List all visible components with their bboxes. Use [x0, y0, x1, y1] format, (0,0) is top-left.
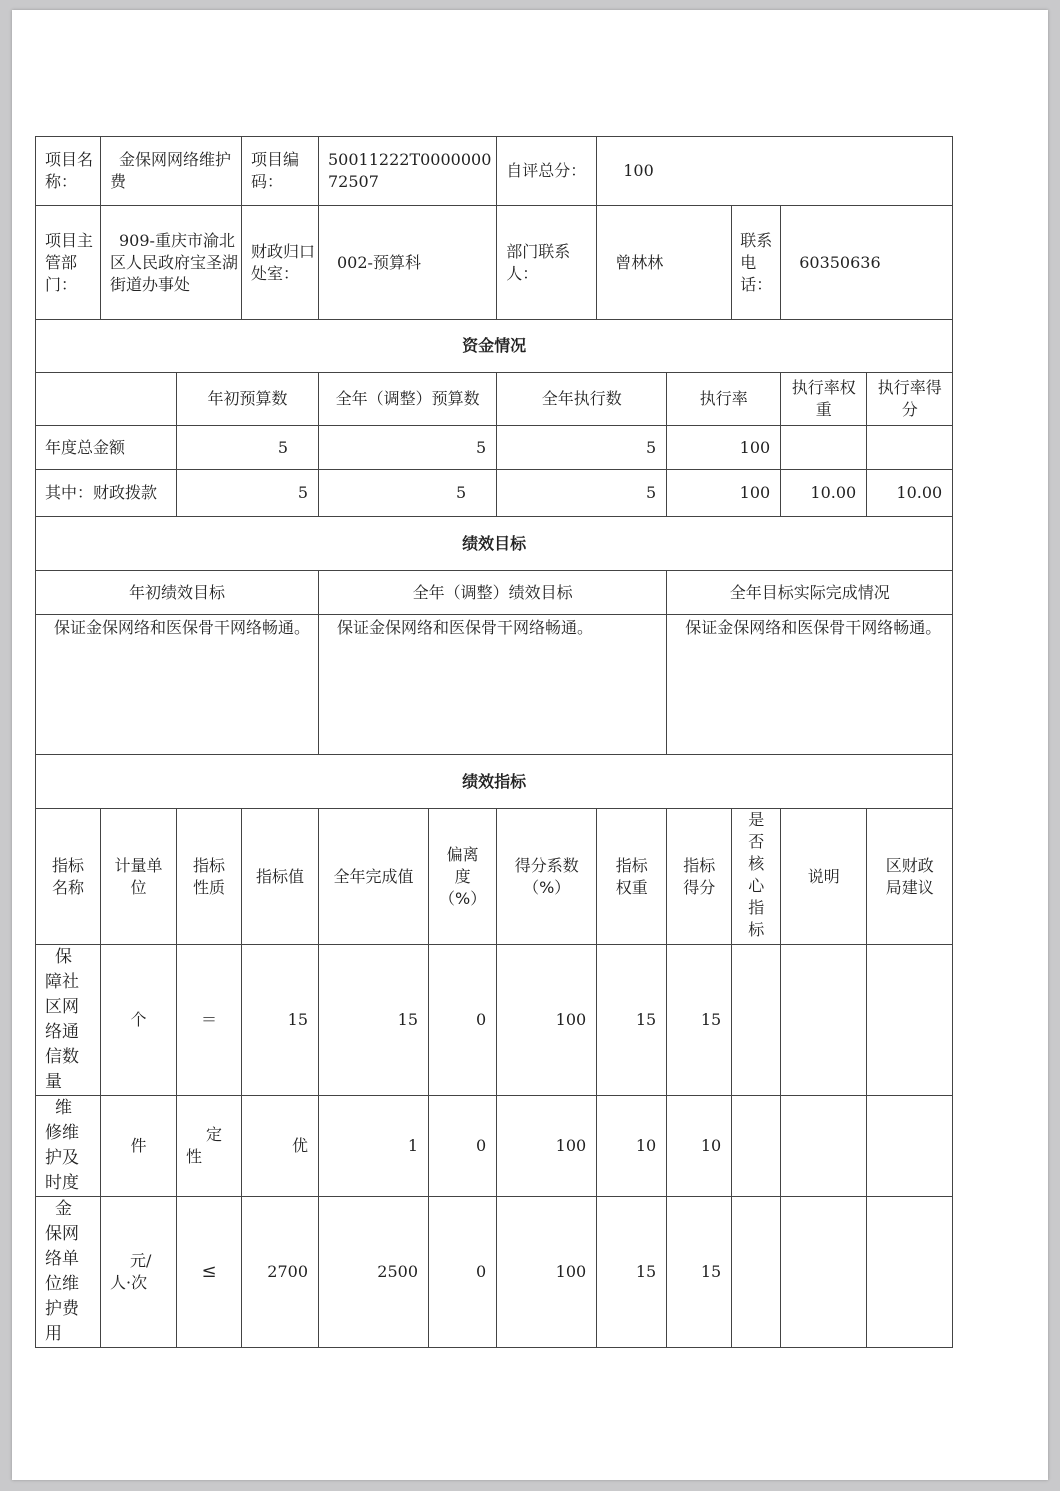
self-score-value: 100 — [597, 137, 953, 206]
funds-row-rate: 100 — [667, 470, 781, 517]
ind-row-core — [732, 1197, 781, 1348]
funds-header-blank — [36, 373, 177, 426]
funds-row-budget: 5 — [177, 470, 319, 517]
funds-row-label: 其中：财政拨款 — [36, 470, 177, 517]
project-name-value: 金保网网络维护费 — [101, 137, 242, 206]
goals-section-title: 绩效目标 — [36, 517, 953, 571]
finance-office-value: 002-预算科 — [319, 206, 497, 320]
ind-row-score: 15 — [667, 1197, 732, 1348]
performance-evaluation-form — [35, 136, 953, 1348]
ind-row-core — [732, 945, 781, 1096]
project-name-label: 项目名称： — [36, 137, 101, 206]
funds-row-score: 10.00 — [867, 470, 953, 517]
finance-office-label: 财政归口处室： — [242, 206, 319, 320]
ind-row-deviation: 0 — [429, 1197, 497, 1348]
ind-row-completed: 1 — [319, 1096, 429, 1197]
ind-header-advice: 区财政局建议 — [867, 809, 953, 945]
document-page — [12, 10, 1048, 1480]
ind-row-completed: 15 — [319, 945, 429, 1096]
goals-adjusted-text: 保证金保网络和医保骨干网络畅通。 — [319, 615, 667, 755]
ind-row-coef: 100 — [497, 1197, 597, 1348]
phone-label: 联系电话： — [732, 206, 781, 320]
ind-row-unit: 元/人·次 — [101, 1197, 177, 1348]
ind-header-unit: 计量单位 — [101, 809, 177, 945]
ind-header-note: 说明 — [781, 809, 867, 945]
ind-row-completed: 2500 — [319, 1197, 429, 1348]
ind-row-unit: 件 — [101, 1096, 177, 1197]
ind-row-coef: 100 — [497, 945, 597, 1096]
goals-actual-text: 保证金保网络和医保骨干网络畅通。 — [667, 615, 953, 755]
ind-header-nature: 指标性质 — [177, 809, 242, 945]
ind-row-nature: 定性 — [177, 1096, 242, 1197]
goals-header-initial: 年初绩效目标 — [36, 571, 319, 615]
project-code-value: 50011222T000000072507 — [319, 137, 497, 206]
goals-initial-text: 保证金保网络和医保骨干网络畅通。 — [36, 615, 319, 755]
ind-row-note — [781, 1197, 867, 1348]
funds-row-rate: 100 — [667, 426, 781, 470]
goals-header-adjusted: 全年（调整）绩效目标 — [319, 571, 667, 615]
funds-row-adjusted: 5 — [319, 426, 497, 470]
project-code-label: 项目编码： — [242, 137, 319, 206]
ind-header-score: 指标得分 — [667, 809, 732, 945]
ind-row-note — [781, 945, 867, 1096]
funds-row-adjusted: 5 — [319, 470, 497, 517]
ind-header-name: 指标名称 — [36, 809, 101, 945]
funds-header-rate-weight: 执行率权重 — [781, 373, 867, 426]
ind-row-nature: ≤ — [177, 1197, 242, 1348]
funds-row-budget: 5 — [177, 426, 319, 470]
ind-row-deviation: 0 — [429, 945, 497, 1096]
contact-value: 曾林林 — [597, 206, 732, 320]
ind-row-advice — [867, 1096, 953, 1197]
ind-row-target: 优 — [242, 1096, 319, 1197]
funds-section-title: 资金情况 — [36, 320, 953, 373]
ind-header-deviation: 偏离度（%） — [429, 809, 497, 945]
ind-row-coef: 100 — [497, 1096, 597, 1197]
indicators-section-title: 绩效指标 — [36, 755, 953, 809]
dept-value: 909-重庆市渝北区人民政府宝圣湖街道办事处 — [101, 206, 242, 320]
funds-row-executed: 5 — [497, 470, 667, 517]
ind-row-score: 15 — [667, 945, 732, 1096]
ind-row-advice — [867, 1197, 953, 1348]
funds-row-weight — [781, 426, 867, 470]
funds-header-executed: 全年执行数 — [497, 373, 667, 426]
ind-row-core — [732, 1096, 781, 1197]
goals-header-actual: 全年目标实际完成情况 — [667, 571, 953, 615]
ind-header-core: 是否核心指标 — [732, 809, 781, 945]
funds-header-initial-budget: 年初预算数 — [177, 373, 319, 426]
ind-header-completed: 全年完成值 — [319, 809, 429, 945]
ind-row-target: 2700 — [242, 1197, 319, 1348]
self-score-label: 自评总分： — [497, 137, 597, 206]
ind-row-name: 维修维护及时度 — [36, 1096, 101, 1197]
dept-label: 项目主管部门： — [36, 206, 101, 320]
ind-row-nature: ＝ — [177, 945, 242, 1096]
contact-label: 部门联系人： — [497, 206, 597, 320]
funds-header-rate-score: 执行率得分 — [867, 373, 953, 426]
ind-row-target: 15 — [242, 945, 319, 1096]
ind-row-name: 保障社区网络通信数量 — [36, 945, 101, 1096]
funds-row-executed: 5 — [497, 426, 667, 470]
ind-row-deviation: 0 — [429, 1096, 497, 1197]
funds-header-rate: 执行率 — [667, 373, 781, 426]
phone-value: 60350636 — [781, 206, 953, 320]
funds-header-adjusted-budget: 全年（调整）预算数 — [319, 373, 497, 426]
ind-row-weight: 15 — [597, 945, 667, 1096]
ind-row-note — [781, 1096, 867, 1197]
ind-row-weight: 10 — [597, 1096, 667, 1197]
funds-row-label: 年度总金额 — [36, 426, 177, 470]
ind-header-weight: 指标权重 — [597, 809, 667, 945]
ind-header-target: 指标值 — [242, 809, 319, 945]
ind-row-score: 10 — [667, 1096, 732, 1197]
funds-row-score — [867, 426, 953, 470]
ind-row-unit: 个 — [101, 945, 177, 1096]
ind-row-weight: 15 — [597, 1197, 667, 1348]
ind-row-advice — [867, 945, 953, 1096]
ind-row-name: 金保网络单位维护费用 — [36, 1197, 101, 1348]
funds-row-weight: 10.00 — [781, 470, 867, 517]
ind-header-coef: 得分系数（%） — [497, 809, 597, 945]
